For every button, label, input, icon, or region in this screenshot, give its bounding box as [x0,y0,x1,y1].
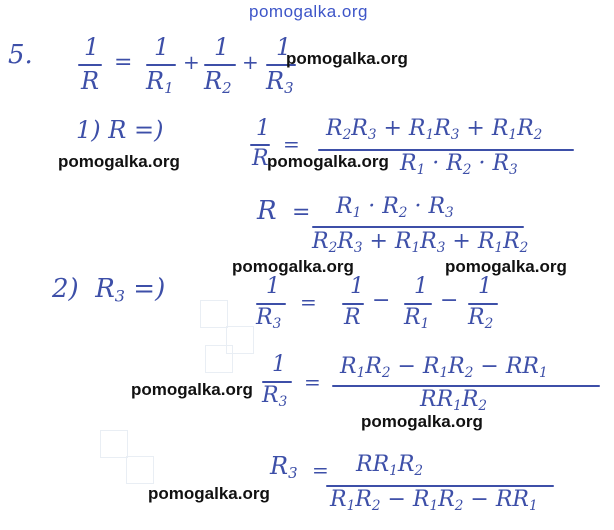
fraction-denominator: $RR_1R_2$ [420,387,488,414]
fraction-bar [312,226,524,228]
fraction-bar [204,64,236,66]
equals-sign: = [300,290,317,314]
watermark: pomogalka.org [361,412,483,431]
plus-sign: + [183,50,200,74]
fraction-numerator: 1 [214,33,230,61]
watermark: pomogalka.org [58,152,180,171]
watermark: pomogalka.org [445,257,567,276]
fraction-numerator: 1 [414,274,428,299]
result-lhs: R [257,196,277,226]
fraction-denominator: $R_1$ [146,67,174,98]
fraction-numerator: 1 [276,33,292,61]
fraction-denominator: $R_2$ [468,305,494,332]
equals-sign: = [312,458,329,482]
watermark: pomogalka.org [267,152,389,171]
grid-mark [100,430,128,458]
minus-sign: − [440,288,459,313]
fraction-numerator: 1 [266,274,280,299]
fraction-numerator: $R_1 \cdot R_2 \cdot R_3$ [336,194,454,221]
fraction-denominator: $R_1$ [404,305,430,332]
fraction-numerator: 1 [350,274,364,299]
fraction-numerator: $RR_1R_2$ [356,452,424,479]
site-header: pomogalka.org [249,2,368,21]
fraction-denominator: $R_1R_2 - R_1R_2 - RR_1$ [330,487,538,514]
part-2-label: 2) $R_3$ =) [52,274,166,306]
equals-sign: = [114,50,133,75]
problem-number: 5. [8,40,33,70]
fraction-denominator: R [252,146,269,171]
fraction-denominator: R [81,67,100,95]
minus-sign: − [372,288,391,313]
fraction-denominator: $R_3$ [266,67,294,98]
fraction-denominator: $R_2R_3 + R_1R_3 + R_1R_2$ [312,229,529,256]
fraction-numerator: $R_2R_3 + R_1R_3 + R_1R_2$ [326,116,543,143]
fraction-denominator: $R_2$ [204,67,232,98]
fraction-numerator: 1 [84,33,100,61]
equals-sign: = [292,200,311,225]
fraction-bar [146,64,176,66]
watermark: pomogalka.org [131,380,253,399]
fraction-denominator: $R_3$ [256,305,282,332]
fraction-denominator: R [344,305,361,330]
watermark: pomogalka.org [232,257,354,276]
result-lhs: $R_3$ [270,452,298,483]
equals-sign: = [283,132,300,156]
fraction-denominator: $R_3$ [262,383,288,410]
part-1-label: 1) R =) [76,116,164,144]
fraction-numerator: 1 [256,116,270,141]
grid-mark [205,345,233,373]
fraction-numerator: $R_1R_2 - R_1R_2 - RR_1$ [340,354,548,381]
grid-mark [200,300,228,328]
watermark: pomogalka.org [286,49,408,68]
fraction-denominator: $R_1 \cdot R_2 \cdot R_3$ [400,151,518,178]
plus-sign: + [242,50,259,74]
watermark: pomogalka.org [148,484,270,503]
fraction-bar [78,64,102,66]
fraction-numerator: 1 [478,274,492,299]
grid-mark [126,456,154,484]
fraction-numerator: 1 [154,33,170,61]
fraction-numerator: 1 [272,352,286,377]
equals-sign: = [304,370,321,394]
